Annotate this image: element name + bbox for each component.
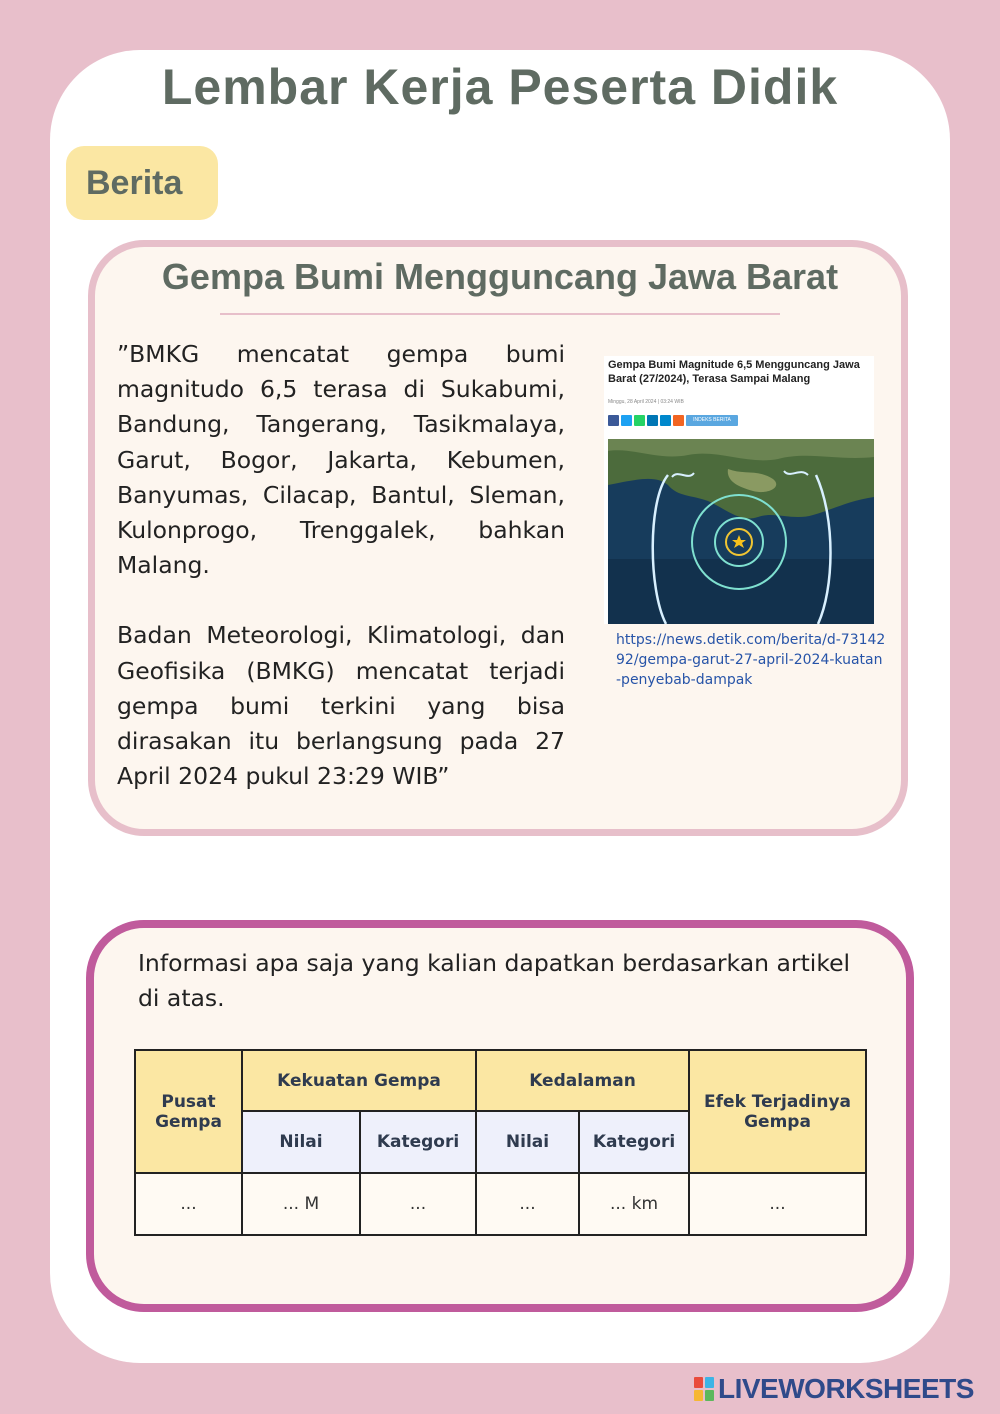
header-kedalaman: Kedalaman bbox=[476, 1050, 689, 1111]
linkedin-icon bbox=[647, 415, 658, 426]
section-tag-berita: Berita bbox=[66, 146, 218, 220]
whatsapp-icon bbox=[634, 415, 645, 426]
news-index-chip: INDEKS BERITA bbox=[686, 415, 738, 426]
news-article bbox=[117, 337, 565, 794]
subheader-kedalaman-kategori: Kategori bbox=[579, 1111, 689, 1173]
telegram-icon bbox=[660, 415, 671, 426]
liveworksheets-logo[interactable] bbox=[694, 1372, 974, 1406]
answer-kedalaman-nilai[interactable]: ... bbox=[476, 1173, 579, 1235]
news-title-divider bbox=[220, 313, 780, 315]
subheader-kedalaman-nilai: Nilai bbox=[476, 1111, 579, 1173]
source-link[interactable]: https://news.detik.com/berita/d-7314292/gempa-garut-27-april-2024-kuatan-penyebab-dampak bbox=[616, 632, 886, 688]
news-paragraph-2: Badan Meteorologi, Klimatologi, dan Geofisika (BMKG) mencatat terjadi gempa bumi terkini yang bisa dirasakan itu berlangsung pada 27 April 2024 pukul 23:29 WIB” bbox=[117, 621, 565, 791]
news-screenshot-date: Minggu, 28 April 2024 | 03:24 WIB bbox=[608, 399, 684, 405]
subheader-kekuatan-nilai: Nilai bbox=[242, 1111, 360, 1173]
answer-pusat-gempa[interactable]: ... bbox=[135, 1173, 242, 1235]
header-efek-gempa: Efek Terjadinya Gempa bbox=[689, 1050, 866, 1173]
earthquake-map-image bbox=[608, 439, 874, 624]
news-paragraph-1: ”BMKG mencatat gempa bumi magnitudo 6,5 terasa di Sukabumi, Bandung, Tangerang, Tasikmalaya, Garut, Bogor, Jakarta, Kebumen, Banyumas, Cilacap, Bantul, Sleman, Kulonprogo, Trenggalek, bahkan Malang. bbox=[117, 340, 565, 580]
rss-icon bbox=[673, 415, 684, 426]
news-title: Gempa Bumi Mengguncang Jawa Barat bbox=[161, 256, 839, 297]
page-title: Lembar Kerja Peserta Didik bbox=[161, 59, 839, 115]
answer-kekuatan-nilai[interactable]: ... M bbox=[242, 1173, 360, 1235]
answer-kedalaman-kategori[interactable]: ... km bbox=[579, 1173, 689, 1235]
subheader-kekuatan-kategori: Kategori bbox=[360, 1111, 476, 1173]
news-screenshot-headline: Gempa Bumi Magnitude 6,5 Mengguncang Jawa Barat (27/2024), Terasa Sampai Malang bbox=[608, 359, 860, 385]
twitter-icon bbox=[621, 415, 632, 426]
question-text: Informasi apa saja yang kalian dapatkan berdasarkan artikel di atas. bbox=[138, 949, 851, 1012]
liveworksheets-logo-icon bbox=[694, 1377, 714, 1401]
news-screenshot bbox=[604, 356, 874, 624]
table-row bbox=[135, 1173, 866, 1235]
header-pusat-gempa: Pusat Gempa bbox=[135, 1050, 242, 1173]
share-buttons bbox=[608, 415, 738, 427]
answer-kekuatan-kategori[interactable]: ... bbox=[360, 1173, 476, 1235]
header-kekuatan-gempa: Kekuatan Gempa bbox=[242, 1050, 476, 1111]
answer-table bbox=[134, 1049, 867, 1236]
answer-efek-gempa[interactable]: ... bbox=[689, 1173, 866, 1235]
facebook-icon bbox=[608, 415, 619, 426]
brand-name: LIVEWORKSHEETS bbox=[718, 1373, 974, 1404]
